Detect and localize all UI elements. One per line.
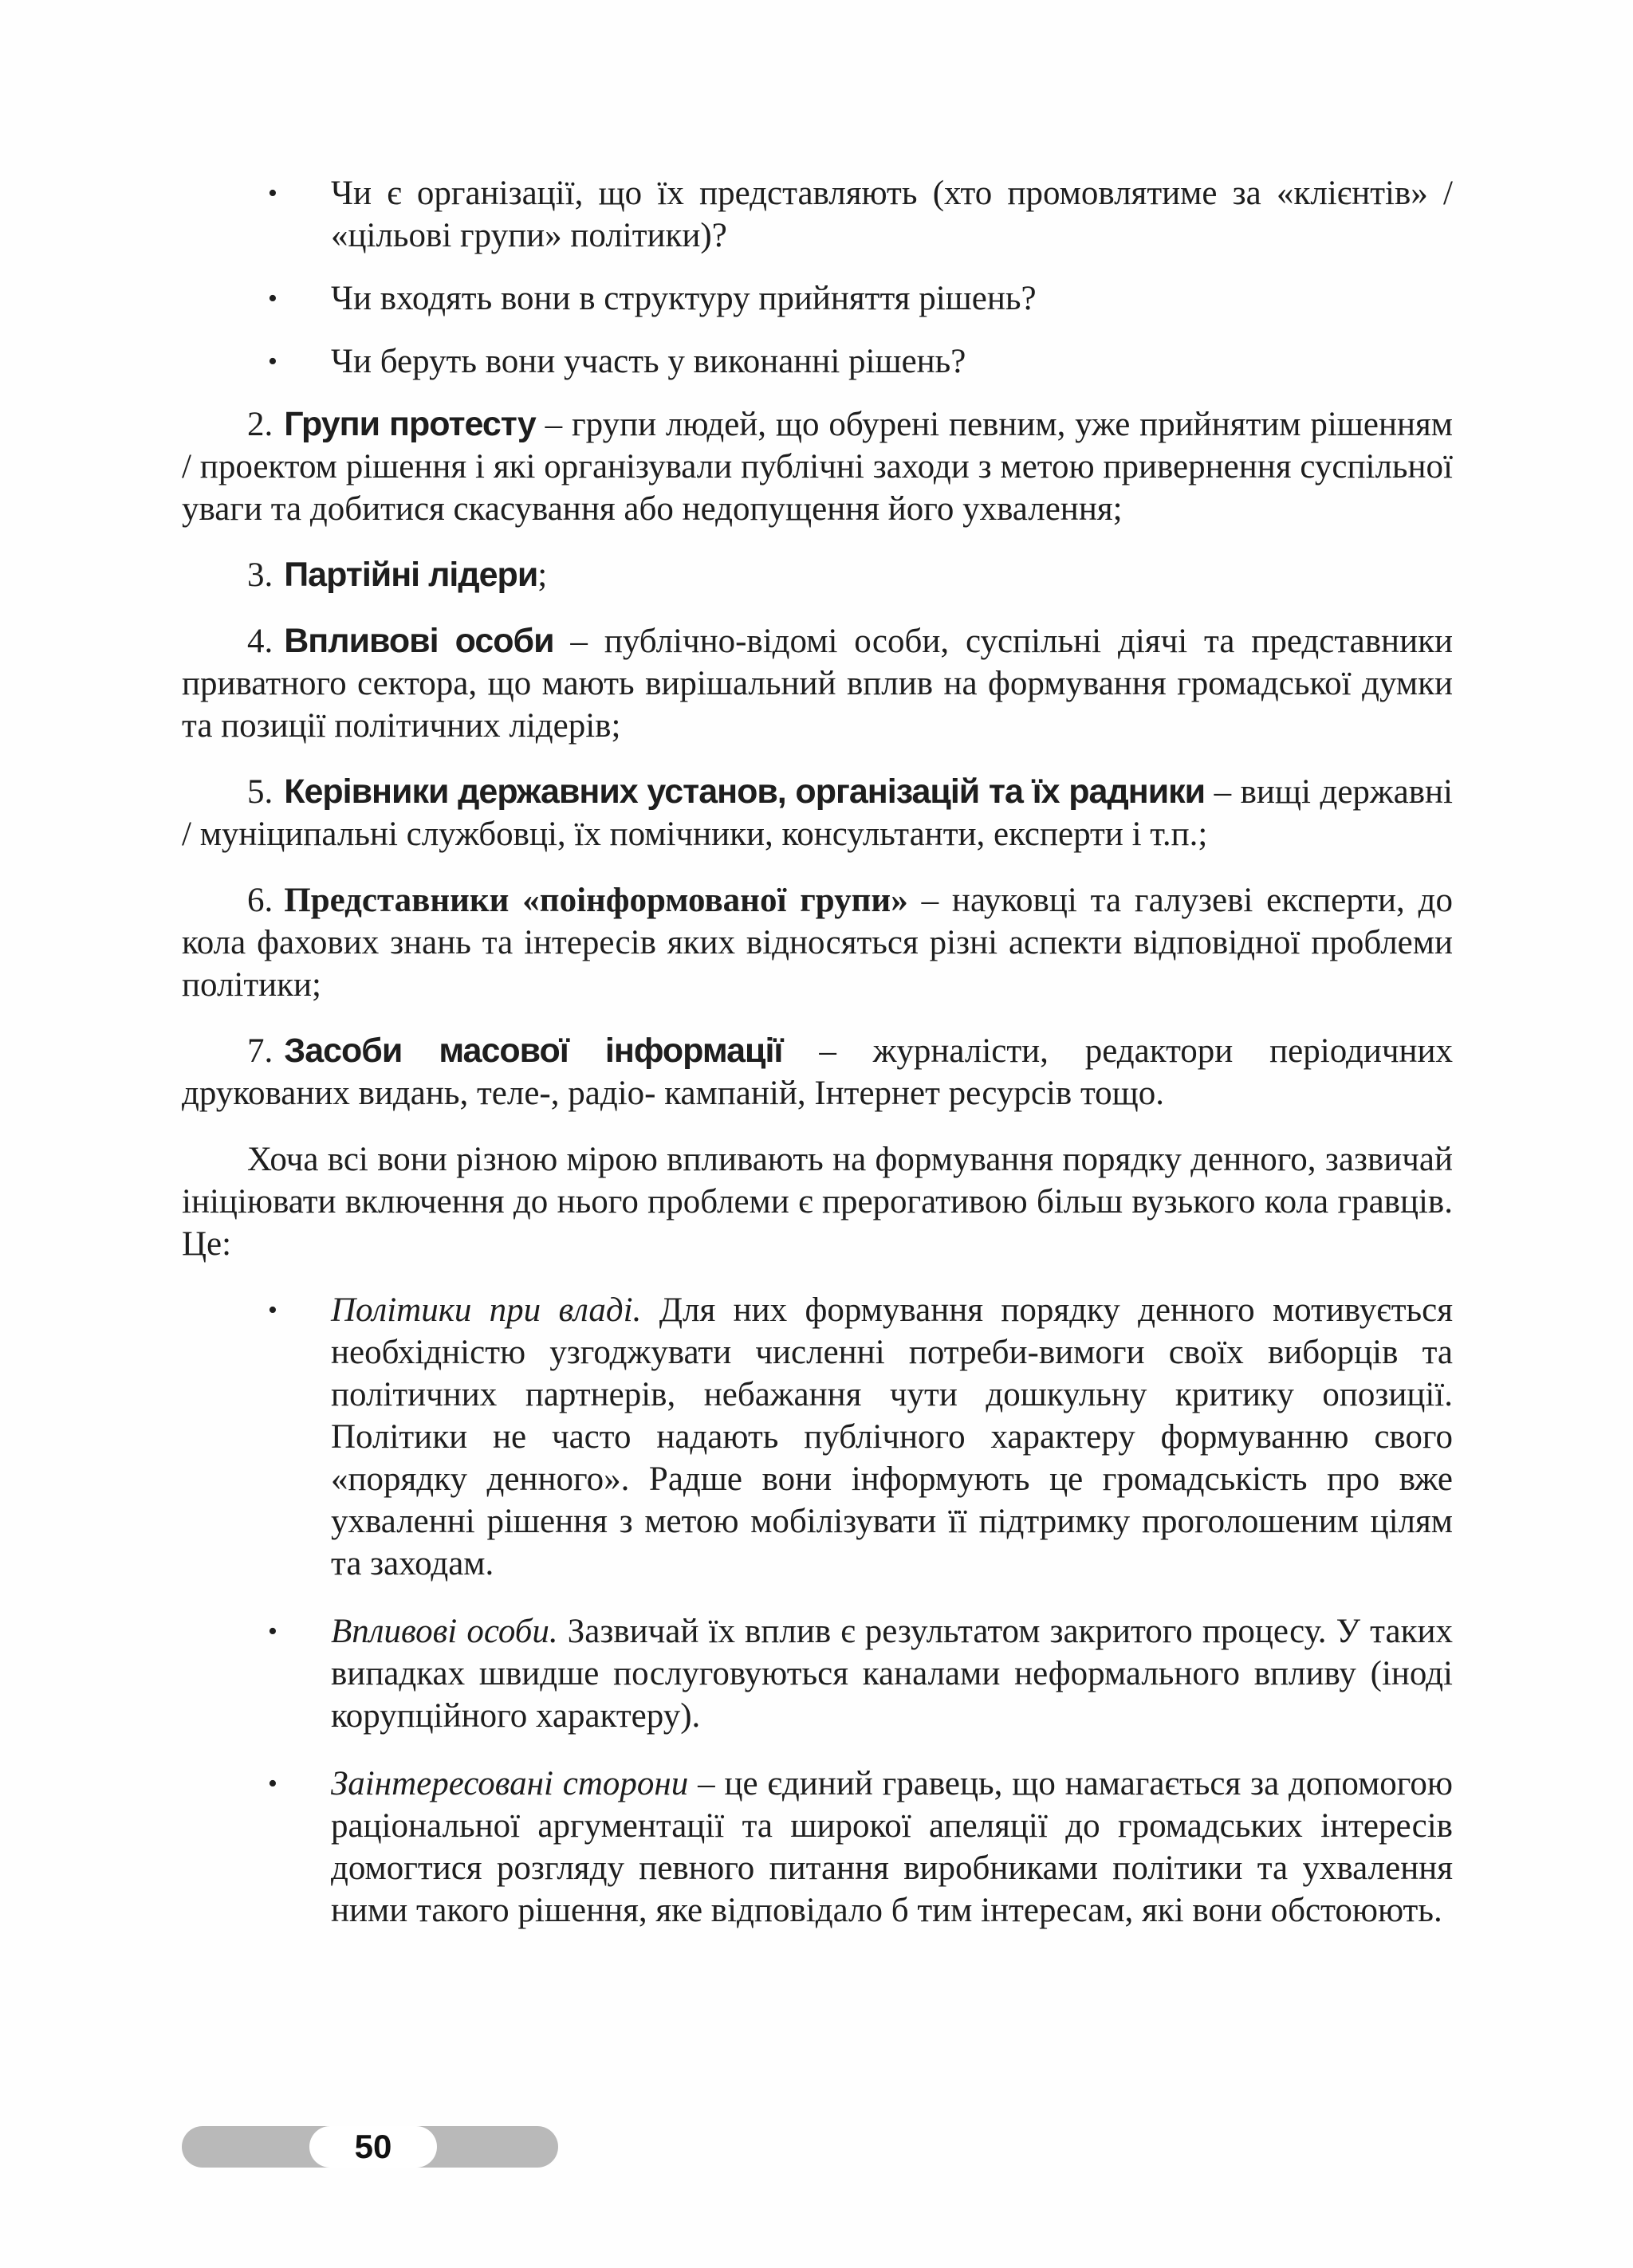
item-text: – групи людей, що обурені певним, уже прийнятим рішенням / проектом рішення і які організували публічні заходи з метою привернення суспільної уваги та добитися скасування або недопущення його ухвалення; (182, 406, 1453, 528)
list-item-text: – це єдиний гравець, що намагається за допомогою раціональної аргументації та широкої апеляції до громадських інтересів домогтися розгляду певного питання виробниками політики та ухвалення ними такого рішення, яке відповідало б тим інтересам, які вони обстоюють. (331, 1765, 1454, 1929)
list-item-text: Чи є організації, що їх представляють (хто промовлятиме за «клієнтів» / «цільові групи» політики)? (331, 175, 1453, 254)
list-item (182, 172, 1453, 257)
item-text: – вищі державні / муніципальні службовці, їх помічники, консультанти, експерти і т.п.; (182, 773, 1453, 853)
item-term: Групи протесту (284, 405, 536, 443)
item-number: 6. (247, 882, 273, 919)
page-number: 50 (354, 2128, 392, 2165)
item-number: 5. (247, 773, 273, 811)
item-term: Представники «поінформованої групи» (284, 882, 908, 919)
page-body (182, 172, 1453, 1957)
bullet-marker: • (268, 1617, 277, 1646)
bullet-marker: • (268, 284, 277, 313)
intro-paragraph: Хоча всі вони різною мірою впливають на формування порядку денного, зазвичай ініціювати включення до нього проблеми є прерогативою більш вузького кола гравців. Це: (182, 1141, 1453, 1263)
numbered-item-3 (182, 554, 1453, 596)
list-item-term: Впливові особи. (331, 1613, 558, 1650)
list-item-text: Для них формування порядку денного мотивується необхідністю узгоджувати численні потреби-вимоги своїх виборців та політичних партнерів, небажання чути дошкульну критику опозиції. Політики не часто надають публічного характеру формуванню свого «порядку денного». Радше вони інформують це громадськість про вже ухваленні рішення з метою мобілізувати її підтримку проголошеним цілям та заходам. (331, 1291, 1453, 1582)
bullet-list-top (182, 172, 1453, 383)
numbered-item-2 (182, 403, 1453, 530)
item-text: ; (537, 556, 548, 594)
item-number: 4. (247, 623, 273, 660)
list-item-term: Заінтересовані сторони (331, 1765, 689, 1802)
list-item (182, 340, 1453, 383)
item-number: 2. (247, 406, 273, 443)
bullet-marker: • (268, 347, 277, 376)
list-item-text: Зазвичай їх вплив є результатом закритого процесу. У таких випадках швидше послуговуються каналами неформального впливу (іноді корупційного характеру). (331, 1613, 1453, 1735)
bullet-marker: • (268, 1295, 277, 1325)
page-number-footer (182, 2126, 558, 2168)
numbered-item-7 (182, 1030, 1453, 1114)
item-term: Впливові особи (284, 622, 554, 660)
item-number: 3. (247, 556, 273, 594)
list-item-term: Політики при владі. (331, 1291, 642, 1329)
list-item-text: Чи входять вони в структуру прийняття рішень? (331, 280, 1037, 317)
bullet-list-players (182, 1289, 1453, 1932)
item-term: Засоби масової інформації (284, 1032, 783, 1070)
numbered-item-4 (182, 620, 1453, 747)
item-number: 7. (247, 1032, 273, 1070)
numbered-item-5 (182, 771, 1453, 855)
item-text: – науковці та галузеві експерти, до кола фахових знань та інтересів яких відносяться різні аспекти відповідної проблеми політики; (182, 882, 1453, 1004)
numbered-item-6 (182, 879, 1453, 1006)
list-item (182, 1289, 1453, 1585)
bullet-marker: • (268, 1769, 277, 1798)
list-item-text: Чи беруть вони участь у виконанні рішень? (331, 343, 966, 380)
item-text: – журналісти, редактори періодичних друкованих видань, теле-, радіо- кампаній, Інтернет ресурсів тощо. (182, 1032, 1453, 1112)
list-item (182, 1763, 1453, 1932)
list-item (182, 277, 1453, 320)
item-text: – публічно-відомі особи, суспільні діячі та представники приватного сектора, що мають вирішальний вплив на формування громадської думки та позиції політичних лідерів; (182, 623, 1453, 745)
list-item (182, 1610, 1453, 1737)
item-term: Партійні лідери (284, 556, 538, 594)
bullet-marker: • (268, 179, 277, 208)
item-term: Керівники державних установ, організацій та їх радники (284, 772, 1206, 811)
